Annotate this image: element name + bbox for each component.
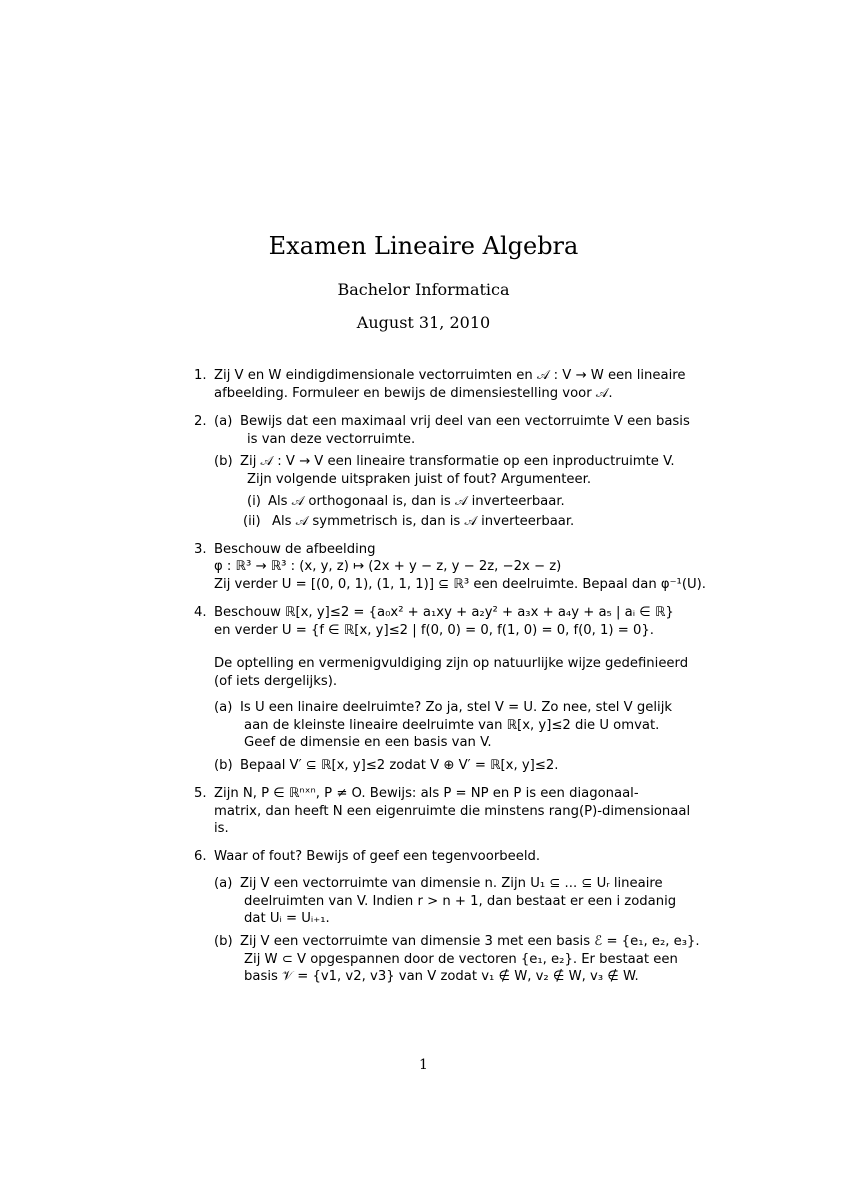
question-number: 6. (194, 849, 207, 864)
question-text-line: Beschouw de afbeelding (214, 542, 376, 557)
question-text-line: Zij W ⊂ V opgespannen door de vectoren {e₁, e₂}. Er bestaat een (244, 952, 678, 967)
question-number: 5. (194, 786, 207, 801)
question-text-line: Zij V een vectorruimte van dimensie n. Zijn U₁ ⊆ ... ⊆ Uᵣ lineaire (240, 876, 663, 891)
question-formula-line: Bepaal V′ ⊆ ℝ[x, y]≤2 zodat V ⊕ V′ = ℝ[x, y]≤2. (240, 758, 559, 773)
question-number: 1. (194, 368, 207, 383)
subquestion-label: (a) (214, 876, 233, 891)
question-text-line: deelruimten van V. Indien r > n + 1, dan bestaat er een i zodanig (244, 894, 677, 909)
subquestion-label: (a) (214, 700, 233, 715)
question-text-line: Zij 𝒜 : V → V een lineaire transformatie op een inproductruimte V. (240, 454, 675, 469)
exam-title: Examen Lineaire Algebra (268, 232, 579, 260)
subquestion-label: (a) (214, 414, 233, 429)
question-text-line: Geef de dimensie en een basis van V. (244, 735, 492, 750)
question-text-line: Is U een linaire deelruimte? Zo ja, stel V = U. Zo nee, stel V gelijk (240, 700, 672, 715)
question-text-line: Zijn volgende uitspraken juist of fout? Argumenteer. (247, 472, 592, 487)
question-text-line: Zij V en W eindigdimensionale vectorruimten en 𝒜 : V → W een lineaire (214, 368, 686, 383)
exam-date: August 31, 2010 (356, 313, 491, 332)
question-text-line: dat Uᵢ = Uᵢ₊₁. (244, 911, 330, 926)
question-text-line: Als 𝒜 symmetrisch is, dan is 𝒜 inverteerbaar. (272, 514, 575, 529)
subquestion-label: (b) (214, 758, 233, 773)
question-text-line: De optelling en vermenigvuldiging zijn op natuurlijke wijze gedefinieerd (214, 656, 689, 671)
question-text-line: is van deze vectorruimte. (247, 432, 416, 447)
question-text-line: Zij verder U = [(0, 0, 1), (1, 1, 1)] ⊆ ℝ³ een deelruimte. Bepaal dan φ⁻¹(U). (214, 577, 706, 592)
question-formula-line: φ : ℝ³ → ℝ³ : (x, y, z) ↦ (2x + y − z, y − 2z, −2x − z) (214, 559, 562, 574)
question-formula-line: en verder U = {f ∈ ℝ[x, y]≤2 | f(0, 0) = 0, f(1, 0) = 0, f(0, 1) = 0}. (214, 623, 654, 638)
subquestion-label: (ii) (243, 514, 261, 529)
page-number: 1 (419, 1057, 428, 1073)
question-text-line: aan de kleinste lineaire deelruimte van ℝ[x, y]≤2 die U omvat. (244, 718, 660, 733)
question-text-line: is. (214, 821, 229, 836)
subquestion-label: (i) (247, 494, 261, 509)
question-text-line: Bewijs dat een maximaal vrij deel van een vectorruimte V een basis (240, 414, 690, 429)
question-text-line: basis 𝒱 = {v1, v2, v3} van V zodat v₁ ∉ W, v₂ ∉ W, v₃ ∉ W. (244, 969, 639, 984)
question-number: 3. (194, 542, 207, 557)
question-number: 2. (194, 414, 207, 429)
question-number: 4. (194, 605, 207, 620)
question-formula-line: Beschouw ℝ[x, y]≤2 = {a₀x² + a₁xy + a₂y² + a₃x + a₄y + a₅ | aᵢ ∈ ℝ} (214, 605, 674, 620)
subquestion-label: (b) (214, 934, 233, 949)
exam-subtitle: Bachelor Informatica (337, 280, 510, 299)
question-text-line: Zijn N, P ∈ ℝⁿˣⁿ, P ≠ O. Bewijs: als P = NP en P is een diagonaal- (214, 786, 639, 801)
subquestion-label: (b) (214, 454, 233, 469)
question-text-line: Als 𝒜 orthogonaal is, dan is 𝒜 inverteerbaar. (268, 494, 565, 509)
question-text-line: matrix, dan heeft N een eigenruimte die minstens rang(P)-dimensionaal (214, 804, 691, 819)
question-text-line: (of iets dergelijks). (214, 674, 338, 689)
question-text-line: Zij V een vectorruimte van dimensie 3 met een basis ℰ = {e₁, e₂, e₃}. (240, 934, 700, 949)
question-text-line: afbeelding. Formuleer en bewijs de dimensiestelling voor 𝒜. (214, 386, 613, 401)
question-text-line: Waar of fout? Bewijs of geef een tegenvoorbeeld. (214, 849, 541, 864)
